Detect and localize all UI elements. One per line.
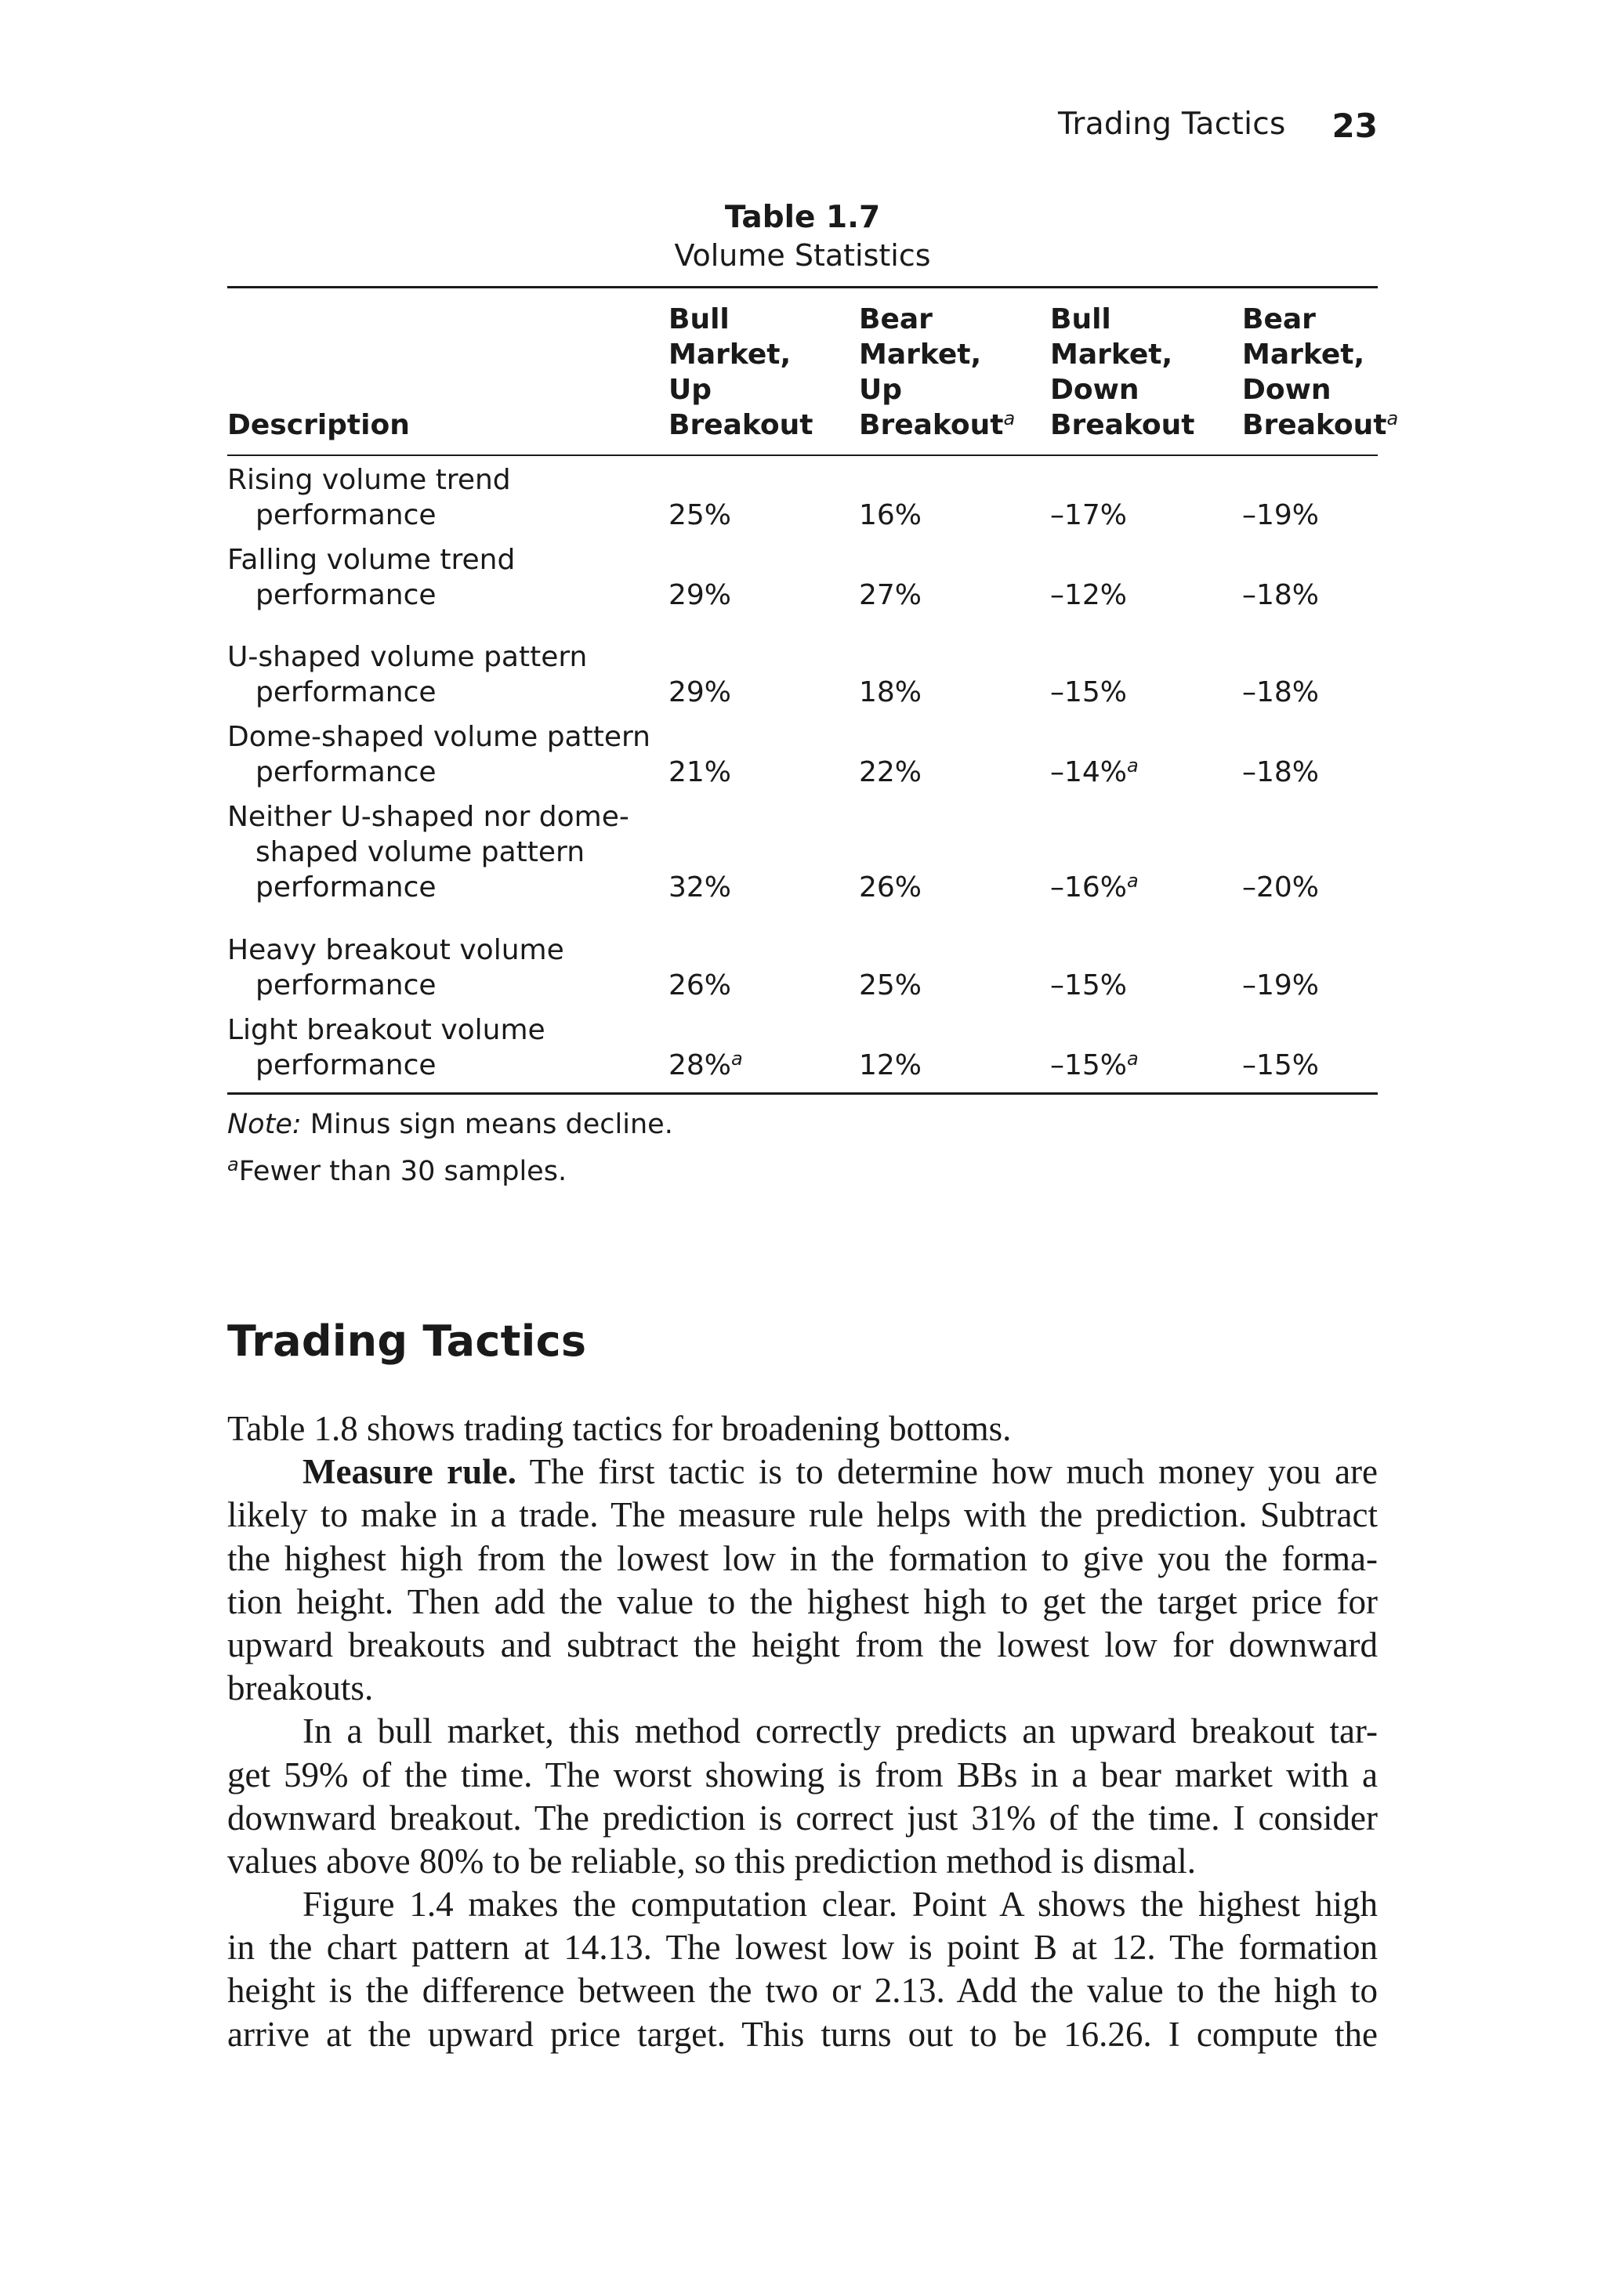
table-cell	[1242, 1048, 1319, 1083]
footnote-mark: a	[731, 1048, 743, 1070]
cell-value: –18%	[1242, 756, 1320, 788]
body-line-text: The first tactic is to determine how much money you are	[529, 1452, 1379, 1492]
header-line: Up	[668, 374, 712, 406]
header-line	[668, 407, 813, 443]
column-header-bear-down	[1242, 302, 1398, 443]
row-description-heavy-breakout	[227, 933, 564, 1003]
row-description-line: Falling volume trend	[227, 544, 516, 576]
row-description-line: shaped volume pattern	[255, 836, 585, 868]
footnote-mark: a	[227, 1153, 239, 1175]
header-line: Bear	[859, 303, 933, 335]
cell-value: –19%	[1242, 499, 1320, 531]
footnote-mark: a	[1386, 407, 1399, 429]
row-description-line: Dome-shaped volume pattern	[227, 721, 650, 753]
body-line: breakouts.	[227, 1668, 374, 1708]
cell-value: –15%	[1050, 1049, 1128, 1081]
body-line: the highest high from the lowest low in the formation to give you the forma-	[227, 1538, 1378, 1578]
cell-value: –15%	[1050, 676, 1128, 708]
body-line	[227, 1450, 1378, 1494]
header-text: Breakout	[859, 409, 1004, 441]
table-cell	[859, 968, 922, 1003]
row-description-line: Neither U-shaped nor dome-	[227, 801, 629, 833]
header-line: Market,	[859, 339, 982, 371]
table-cell	[1242, 755, 1319, 790]
header-line: Bull	[668, 303, 730, 335]
note-text: Minus sign means decline.	[301, 1109, 673, 1140]
row-description-line: performance	[255, 579, 437, 611]
cell-value: 29%	[668, 579, 732, 611]
body-line: upward breakouts and subtract the height from the lowest low for downward	[227, 1624, 1378, 1664]
footnote-text: Fewer than 30 samples.	[238, 1156, 567, 1187]
cell-value: –15%	[1242, 1049, 1320, 1081]
body-line: likely to make in a trade. The measure rule helps with the prediction. Subtract	[227, 1495, 1378, 1535]
table-cell	[668, 755, 731, 790]
table-note	[227, 1107, 673, 1143]
header-text: Breakout	[1242, 409, 1387, 441]
runin-heading: Measure rule.	[303, 1452, 516, 1492]
cell-value: –19%	[1242, 969, 1320, 1001]
row-description-line: performance	[255, 756, 437, 788]
header-text: Breakout	[1050, 409, 1195, 441]
row-description-line: performance	[255, 969, 437, 1001]
cell-value: 18%	[859, 676, 922, 708]
table-cell	[1242, 870, 1319, 905]
header-line: Market,	[1050, 339, 1173, 371]
body-line: arrive at the upward price target. This turns out to be 16.26. I compute the	[227, 2014, 1378, 2054]
cell-value: –12%	[1050, 579, 1128, 611]
row-description-line: Light breakout volume	[227, 1014, 545, 1046]
column-header-description: Description	[227, 409, 410, 441]
header-line: Down	[1242, 374, 1331, 406]
footnote-mark: a	[1003, 407, 1016, 429]
header-line: Bull	[1050, 303, 1111, 335]
cell-value: –18%	[1242, 579, 1320, 611]
page-number: 23	[1331, 107, 1378, 145]
cell-value: 21%	[668, 756, 732, 788]
section-heading: Trading Tactics	[227, 1316, 587, 1366]
table-cell	[668, 498, 731, 533]
running-head-title: Trading Tactics	[1058, 107, 1286, 142]
table-cell	[859, 870, 922, 905]
footnote-mark: a	[1127, 870, 1139, 892]
body-text	[227, 1407, 1378, 2056]
table-cell	[1242, 968, 1319, 1003]
cell-value: 28%	[668, 1049, 732, 1081]
cell-value: –16%	[1050, 871, 1128, 904]
row-description-line: Heavy breakout volume	[227, 934, 564, 966]
body-line: Figure 1.4 makes the computation clear. Point A shows the highest high	[303, 1885, 1378, 1925]
cell-value: 26%	[668, 969, 732, 1001]
table-footnote	[227, 1154, 567, 1190]
table-cell	[668, 1048, 743, 1083]
footnote-mark: a	[1127, 1048, 1139, 1070]
cell-value: 12%	[859, 1049, 922, 1081]
table-cell	[1242, 498, 1319, 533]
body-line: values above 80% to be reliable, so this prediction method is dismal.	[227, 1841, 1196, 1881]
table-cell	[1050, 498, 1127, 533]
header-line: Market,	[668, 339, 792, 371]
table-cell	[668, 968, 731, 1003]
row-description-line: U-shaped volume pattern	[227, 641, 588, 673]
table-cell	[1050, 578, 1127, 613]
table-cell	[859, 1048, 922, 1083]
table-cell	[1050, 675, 1127, 710]
table-cell	[668, 675, 731, 710]
cell-value: 26%	[859, 871, 922, 904]
row-description-neither	[227, 799, 629, 905]
cell-value: –20%	[1242, 871, 1320, 904]
cell-value: 22%	[859, 756, 922, 788]
body-line: tion height. Then add the value to the highest high to get the target price for	[227, 1581, 1378, 1621]
table-bottom-rule	[227, 1092, 1378, 1095]
body-line: In a bull market, this method correctly predicts an upward breakout tar-	[303, 1711, 1378, 1751]
row-description-rising-volume	[227, 462, 511, 533]
cell-value: 25%	[668, 499, 732, 531]
header-line: Up	[859, 374, 903, 406]
body-line: in the chart pattern at 14.13. The lowest low is point B at 12. The formation	[227, 1928, 1378, 1968]
table-cell	[859, 498, 922, 533]
row-description-u-shaped	[227, 639, 587, 710]
table-header-rule	[227, 454, 1378, 456]
table-top-rule	[227, 286, 1378, 288]
cell-value: –14%	[1050, 756, 1128, 788]
running-head	[1050, 107, 1378, 146]
table-cell	[1050, 1048, 1139, 1083]
footnote-mark: a	[1127, 755, 1139, 777]
table-caption	[227, 199, 1378, 274]
column-header-bull-down	[1050, 302, 1194, 443]
table-cell	[1050, 870, 1139, 905]
row-description-line: performance	[255, 676, 437, 708]
body-line: downward breakout. The prediction is correct just 31% of the time. I consider	[227, 1798, 1378, 1838]
table-cell	[1242, 675, 1319, 710]
table-cell	[859, 755, 922, 790]
table-cell	[859, 675, 922, 710]
header-line	[859, 407, 1015, 443]
header-line	[1242, 407, 1398, 443]
row-description-light-breakout	[227, 1012, 545, 1083]
row-description-falling-volume	[227, 542, 515, 613]
table-cell	[668, 870, 731, 905]
cell-value: 29%	[668, 676, 732, 708]
table-cell	[1242, 578, 1319, 613]
table-cell	[1050, 968, 1127, 1003]
column-header-bear-up	[859, 302, 1015, 443]
row-description-line: performance	[255, 1049, 437, 1081]
column-header-bull-up	[668, 302, 813, 443]
header-text: Breakout	[668, 409, 813, 441]
header-line	[1050, 407, 1194, 443]
row-description-line: Rising volume trend	[227, 464, 511, 496]
row-description-line: performance	[255, 871, 437, 904]
body-line: Table 1.8 shows trading tactics for broadening bottoms.	[227, 1409, 1012, 1448]
cell-value: –15%	[1050, 969, 1128, 1001]
cell-value: 32%	[668, 871, 732, 904]
cell-value: 25%	[859, 969, 922, 1001]
body-line: height is the difference between the two or 2.13. Add the value to the high to	[227, 1971, 1378, 2011]
cell-value: –17%	[1050, 499, 1128, 531]
header-line: Market,	[1242, 339, 1365, 371]
note-label: Note:	[227, 1109, 302, 1140]
row-description-dome-shaped	[227, 719, 650, 790]
table-title: Volume Statistics	[674, 238, 931, 273]
table-number: Table 1.7	[724, 200, 881, 235]
cell-value: 16%	[859, 499, 922, 531]
body-line: get 59% of the time. The worst showing is from BBs in a bear market with a	[227, 1755, 1378, 1794]
header-line: Down	[1050, 374, 1139, 406]
table-cell	[668, 578, 731, 613]
header-line: Bear	[1242, 303, 1316, 335]
row-description-line: performance	[255, 499, 437, 531]
cell-value: 27%	[859, 579, 922, 611]
cell-value: –18%	[1242, 676, 1320, 708]
table-cell	[1050, 755, 1139, 790]
table-cell	[859, 578, 922, 613]
